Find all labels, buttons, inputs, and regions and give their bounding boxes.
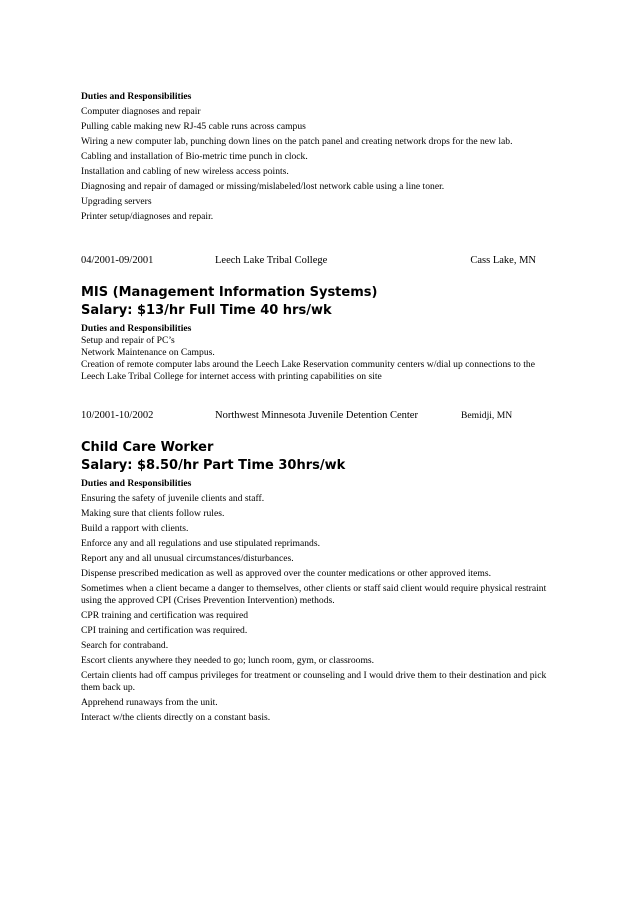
job-location: Cass Lake, MN [470, 255, 536, 266]
job-dates: 10/2001-10/2002 [81, 410, 154, 421]
duty-item: Cabling and installation of Bio-metric time punch in clock. [81, 151, 308, 162]
duty-item: CPI training and certification was required. [81, 625, 248, 636]
duty-item: Interact w/the clients directly on a constant basis. [81, 712, 271, 723]
duties-heading-2: Duties and Responsibilities [81, 323, 192, 334]
duty-item: Network Maintenance on Campus. [81, 347, 215, 358]
duty-item: Printer setup/diagnoses and repair. [81, 211, 214, 222]
job-salary: Salary: $8.50/hr Part Time 30hrs/wk [81, 458, 346, 473]
duty-item: Creation of remote computer labs around the Leech Lake Reservation community centers w/dial up connections to the Leech Lake Tribal College for internet access with printing capabilities on site [81, 359, 535, 382]
job-employer: Northwest Minnesota Juvenile Detention Center [215, 410, 418, 421]
duties-heading-1: Duties and Responsibilities [81, 91, 192, 102]
job-salary: Salary: $13/hr Full Time 40 hrs/wk [81, 303, 332, 318]
duty-item: Upgrading servers [81, 196, 152, 207]
duty-item: Sometimes when a client became a danger to themselves, other clients or staff said client would require physical restraint using the approved CPI (Crises Prevention Intervention) methods. [81, 583, 547, 606]
duty-item: Setup and repair of PC’s [81, 335, 175, 346]
duty-item: Diagnosing and repair of damaged or missing/mislabeled/lost network cable using a line toner. [81, 181, 445, 192]
duty-item: Search for contraband. [81, 640, 169, 651]
duty-item: Enforce any and all regulations and use stipulated reprimands. [81, 538, 320, 549]
job-title: MIS (Management Information Systems) [81, 285, 378, 300]
duty-item: Wiring a new computer lab, punching down lines on the patch panel and creating network drops for the new lab. [81, 136, 513, 147]
job-location: Bemidji, MN [461, 410, 513, 421]
job-title: Child Care Worker [81, 440, 214, 455]
resume-content [81, 91, 551, 724]
duty-item: CPR training and certification was required [81, 610, 249, 621]
job-row-juvenile-center [81, 409, 551, 423]
duty-item: Pulling cable making new RJ-45 cable runs across campus [81, 121, 306, 132]
duties-heading-3: Duties and Responsibilities [81, 478, 192, 489]
job-employer: Leech Lake Tribal College [215, 255, 328, 266]
duty-item: Dispense prescribed medication as well as approved over the counter medications or other approved items. [81, 568, 491, 579]
duty-item: Installation and cabling of new wireless access points. [81, 166, 289, 177]
duty-item: Making sure that clients follow rules. [81, 508, 225, 519]
job-dates: 04/2001-09/2001 [81, 255, 154, 266]
duty-item: Apprehend runaways from the unit. [81, 697, 218, 708]
duty-item: Computer diagnoses and repair [81, 106, 201, 117]
duty-item: Report any and all unusual circumstances/disturbances. [81, 553, 294, 564]
duty-item: Build a rapport with clients. [81, 523, 189, 534]
job-row-leech-lake [81, 254, 551, 268]
duty-item: Ensuring the safety of juvenile clients and staff. [81, 493, 265, 504]
duty-item: Escort clients anywhere they needed to go; lunch room, gym, or classrooms. [81, 655, 375, 666]
duty-item: Certain clients had off campus privileges for treatment or counseling and I would drive them to their destination and pick them back up. [81, 670, 547, 693]
